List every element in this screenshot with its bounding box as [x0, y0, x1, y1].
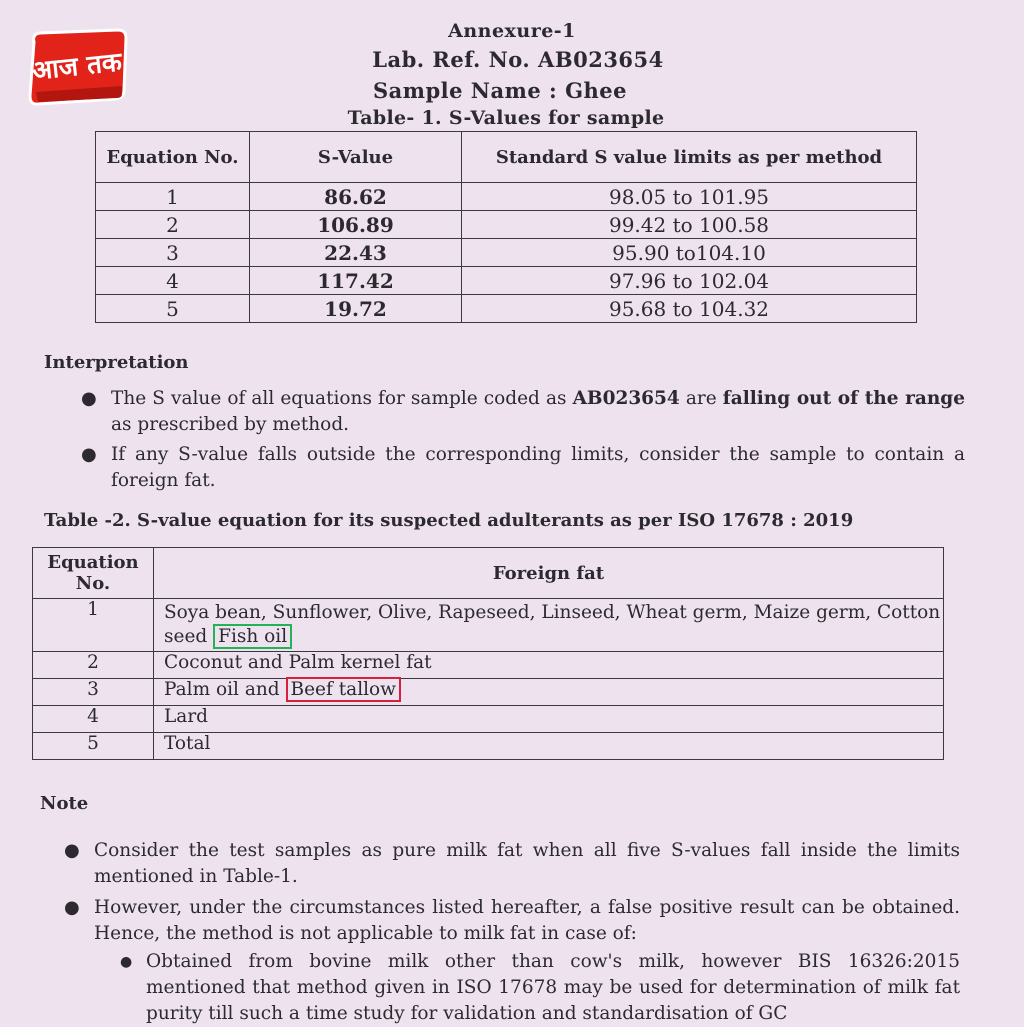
bullet-icon: ● [81, 388, 97, 409]
table-row [33, 679, 944, 706]
equation-number: 1 [33, 599, 154, 652]
table-row [33, 652, 944, 679]
column-header: Foreign fat [154, 548, 944, 599]
foreign-fat-cell: Coconut and Palm kernel fat [154, 652, 944, 679]
equation-number: 2 [33, 652, 154, 679]
equation-number: 2 [96, 211, 250, 239]
table-row [96, 295, 917, 323]
note-subtext-1: Obtained from bovine milk other than cow's milk, however BIS 16326:2015 mentioned that method given in ISO 17678 may be used for determination of milk fat purity till such a time study for validation and standardisation of GC [146, 951, 960, 1024]
equation-number: 1 [96, 183, 250, 211]
limit-range: 97.96 to 102.04 [462, 267, 917, 295]
bullet-icon: ● [64, 897, 80, 918]
equation-number: 5 [96, 295, 250, 323]
equation-number: 4 [33, 706, 154, 733]
note-title: Note [40, 793, 89, 814]
foreign-fat-cell: Palm oil and Beef tallow [154, 679, 944, 706]
sample-name-heading: Sample Name : Ghee [372, 78, 627, 103]
limit-range: 98.05 to 101.95 [462, 183, 917, 211]
table-row [33, 733, 944, 760]
bullet-icon: ● [81, 444, 97, 465]
limit-range: 95.68 to 104.32 [462, 295, 917, 323]
table-row [33, 599, 944, 652]
note-list [64, 838, 960, 1027]
table2-title: Table -2. S-value equation for its suspected adulterants as per ISO 17678 : 2019 [44, 510, 854, 531]
interpretation-title: Interpretation [44, 352, 189, 373]
limit-range: 95.90 to104.10 [462, 239, 917, 267]
list-item [64, 895, 960, 947]
table-row [96, 211, 917, 239]
note-text-2: However, under the circumstances listed hereafter, a false positive result can be obtained. Hence, the method is not applicable to milk fat in case of: [94, 897, 960, 944]
note-text-1: Consider the test samples as pure milk fat when all five S-values fall inside the limits mentioned in Table-1. [94, 840, 960, 887]
list-item [81, 442, 965, 494]
bullet-icon: ● [120, 954, 133, 970]
equation-number: 4 [96, 267, 250, 295]
s-value: 22.43 [250, 239, 462, 267]
column-header: S-Value [250, 132, 462, 183]
interpretation-list [81, 386, 966, 494]
table-header-row [33, 548, 944, 599]
s-value: 117.42 [250, 267, 462, 295]
s-value: 86.62 [250, 183, 462, 211]
beef-tallow-highlight: Beef tallow [286, 677, 402, 702]
bullet-icon: ● [64, 840, 80, 861]
foreign-fat-cell: Total [154, 733, 944, 760]
limit-range: 99.42 to 100.58 [462, 211, 917, 239]
list-item [120, 949, 960, 1027]
column-header: Equation No. [96, 132, 250, 183]
table1-title: Table- 1. S-Values for sample [347, 107, 665, 129]
interpretation-text-2: If any S-value falls outside the corresponding limits, consider the sample to contain a foreign fat. [111, 444, 965, 491]
table-row [96, 267, 917, 295]
adulterants-table [32, 547, 944, 760]
list-item [81, 386, 966, 438]
equation-number: 5 [33, 733, 154, 760]
interpretation-text-1: The S value of all equations for sample coded as AB023654 are falling out of the range as prescribed by method. [111, 388, 966, 435]
table-row [33, 706, 944, 733]
column-header: Standard S value limits as per method [462, 132, 917, 183]
column-header: Equation No. [33, 548, 154, 599]
fish-oil-highlight: Fish oil [213, 624, 292, 649]
equation-number: 3 [33, 679, 154, 706]
foreign-fat-cell: Lard [154, 706, 944, 733]
s-values-table [95, 131, 917, 323]
lab-ref-heading: Lab. Ref. No. AB023654 [372, 47, 664, 72]
s-value: 106.89 [250, 211, 462, 239]
logo-text: आज तक [30, 47, 124, 87]
table-row [96, 239, 917, 267]
table-header-row [96, 132, 917, 183]
equation-number: 3 [96, 239, 250, 267]
s-value: 19.72 [250, 295, 462, 323]
table-row [96, 183, 917, 211]
list-item [64, 838, 960, 890]
foreign-fat-cell: Soya bean, Sunflower, Olive, Rapeseed, Linseed, Wheat germ, Maize germ, Cotton seed Fish oil [154, 599, 944, 652]
annexure-heading: Annexure-1 [448, 20, 576, 42]
